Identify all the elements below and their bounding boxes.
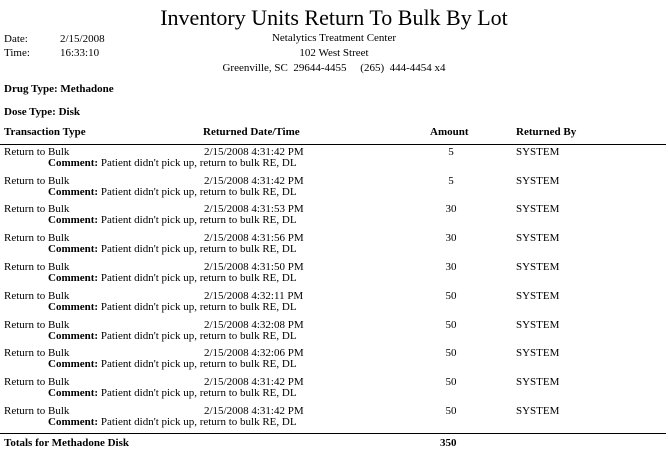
comment-label: Comment: — [48, 243, 99, 255]
amount: 50 — [445, 319, 457, 331]
report-title: Inventory Units Return To Bulk By Lot — [160, 5, 508, 30]
header-rule — [0, 144, 666, 145]
col-amount: Amount — [430, 126, 469, 138]
col-transaction-type: Transaction Type — [4, 126, 86, 138]
comment-text: Patient didn't pick up, return to bulk RE, DL — [100, 387, 297, 399]
comment-text: Patient didn't pick up, return to bulk RE, DL — [100, 330, 297, 342]
col-returned-by: Returned By — [516, 126, 577, 138]
transaction-type: Return to Bulk — [4, 376, 70, 388]
transaction-type: Return to Bulk — [4, 319, 70, 331]
date-value: 2/15/2008 — [60, 33, 105, 45]
comment — [48, 331, 297, 342]
table-row — [0, 204, 668, 233]
returned-by: SYSTEM — [516, 232, 560, 244]
returned-datetime: 2/15/2008 4:31:42 PM — [204, 175, 304, 187]
transaction-type: Return to Bulk — [4, 203, 70, 215]
comment — [48, 417, 297, 428]
returned-by: SYSTEM — [516, 175, 560, 187]
table-row — [0, 233, 668, 262]
returned-datetime: 2/15/2008 4:31:42 PM — [204, 405, 304, 417]
comment — [48, 158, 297, 169]
date-label: Date: — [4, 33, 28, 45]
totals-rule — [0, 433, 666, 434]
amount: 30 — [445, 232, 457, 244]
table-row — [0, 377, 668, 406]
transaction-type: Return to Bulk — [4, 175, 70, 187]
transaction-type: Return to Bulk — [4, 290, 70, 302]
transaction-type: Return to Bulk — [4, 405, 70, 417]
time-label: Time: — [4, 47, 30, 59]
returned-datetime: 2/15/2008 4:31:50 PM — [204, 261, 304, 273]
comment-label: Comment: — [48, 416, 99, 428]
returned-by: SYSTEM — [516, 319, 560, 331]
dose-type: Dose Type: Disk — [4, 106, 80, 118]
comment-text: Patient didn't pick up, return to bulk RE, DL — [100, 301, 297, 313]
transaction-type: Return to Bulk — [4, 232, 70, 244]
totals-label: Totals for Methadone Disk — [4, 437, 129, 449]
comment-text: Patient didn't pick up, return to bulk RE, DL — [100, 214, 297, 226]
comment-label: Comment: — [48, 301, 99, 313]
comment-label: Comment: — [48, 358, 99, 370]
org-street: 102 West Street — [299, 47, 369, 59]
returned-by: SYSTEM — [516, 376, 560, 388]
amount: 5 — [448, 175, 454, 187]
returned-datetime: 2/15/2008 4:31:42 PM — [204, 146, 304, 158]
amount: 50 — [445, 376, 457, 388]
col-returned-datetime: Returned Date/Time — [203, 126, 300, 138]
org-city-phone: Greenville, SC 29644-4455 (265) 444-4454 x4 — [222, 62, 446, 74]
transaction-type: Return to Bulk — [4, 261, 70, 273]
comment-label: Comment: — [48, 330, 99, 342]
comment-text: Patient didn't pick up, return to bulk RE, DL — [100, 243, 297, 255]
returned-datetime: 2/15/2008 4:32:08 PM — [204, 319, 304, 331]
returned-datetime: 2/15/2008 4:32:06 PM — [204, 347, 304, 359]
returned-by: SYSTEM — [516, 261, 560, 273]
comment-label: Comment: — [48, 186, 99, 198]
amount: 5 — [448, 146, 454, 158]
table-row — [0, 406, 668, 435]
comment-text: Patient didn't pick up, return to bulk RE, DL — [100, 358, 297, 370]
returned-by: SYSTEM — [516, 347, 560, 359]
comment — [48, 215, 297, 226]
comment-label: Comment: — [48, 272, 99, 284]
comment-label: Comment: — [48, 157, 99, 169]
returned-datetime: 2/15/2008 4:31:56 PM — [204, 232, 304, 244]
amount: 50 — [445, 347, 457, 359]
amount: 30 — [445, 261, 457, 273]
comment — [48, 359, 297, 370]
returned-by: SYSTEM — [516, 203, 560, 215]
transaction-type: Return to Bulk — [4, 347, 70, 359]
amount: 30 — [445, 203, 457, 215]
comment-label: Comment: — [48, 387, 99, 399]
comment — [48, 244, 297, 255]
comment-text: Patient didn't pick up, return to bulk RE, DL — [100, 186, 297, 198]
table-row — [0, 348, 668, 377]
comment-text: Patient didn't pick up, return to bulk RE, DL — [100, 272, 297, 284]
org-name: Netalytics Treatment Center — [271, 32, 397, 44]
time-value: 16:33:10 — [60, 47, 100, 59]
comment — [48, 273, 297, 284]
table-row — [0, 176, 668, 205]
comment-text: Patient didn't pick up, return to bulk RE, DL — [100, 157, 297, 169]
returned-datetime: 2/15/2008 4:32:11 PM — [204, 290, 304, 302]
table-row — [0, 262, 668, 291]
transaction-type: Return to Bulk — [4, 146, 70, 158]
returned-by: SYSTEM — [516, 290, 560, 302]
returned-datetime: 2/15/2008 4:31:53 PM — [204, 203, 304, 215]
table-row — [0, 291, 668, 320]
totals-amount: 350 — [440, 437, 457, 449]
amount: 50 — [445, 405, 457, 417]
comment — [48, 388, 297, 399]
returned-by: SYSTEM — [516, 146, 560, 158]
drug-type: Drug Type: Methadone — [4, 83, 114, 95]
table-row — [0, 147, 668, 176]
comment-text: Patient didn't pick up, return to bulk RE, DL — [100, 416, 297, 428]
amount: 50 — [445, 290, 457, 302]
table-row — [0, 320, 668, 349]
comment — [48, 302, 297, 313]
comment-label: Comment: — [48, 214, 99, 226]
returned-by: SYSTEM — [516, 405, 560, 417]
returned-datetime: 2/15/2008 4:31:42 PM — [204, 376, 304, 388]
comment — [48, 187, 297, 198]
